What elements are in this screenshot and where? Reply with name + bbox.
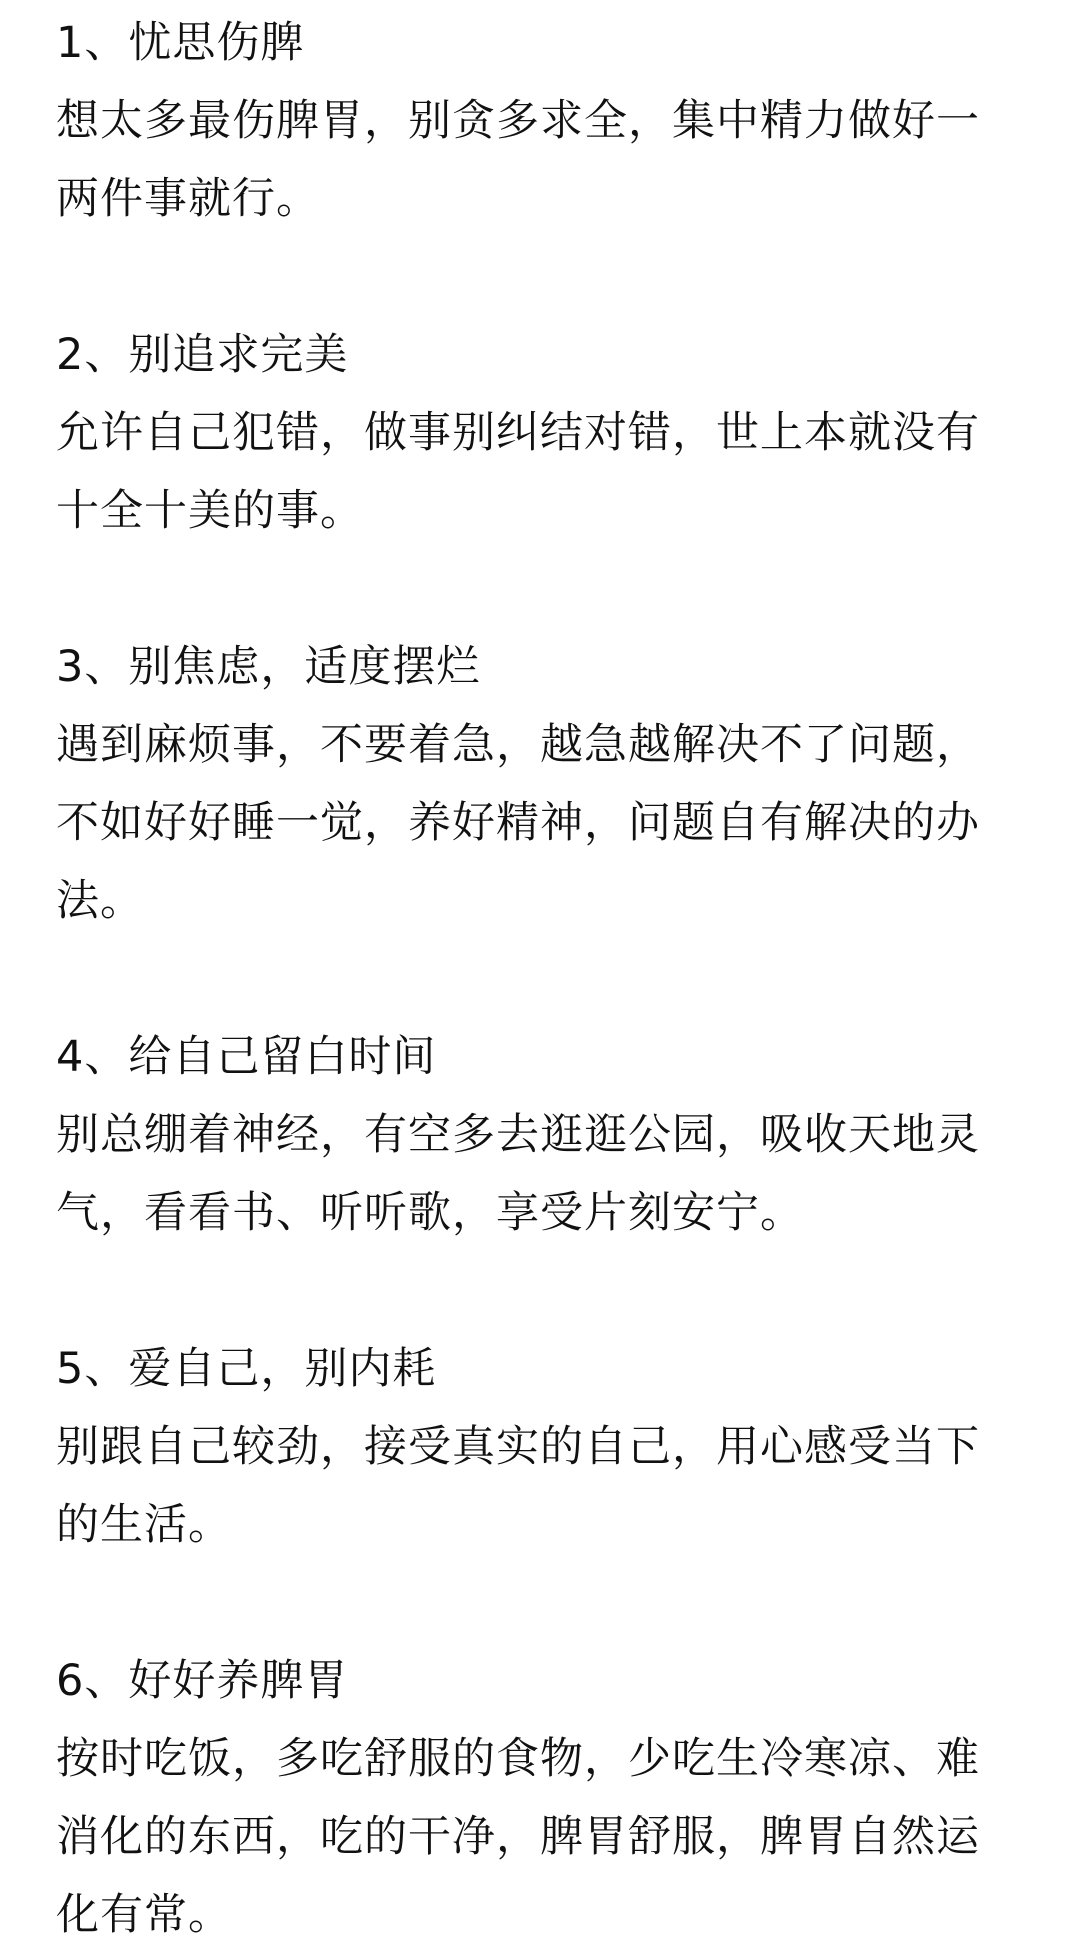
section-3 xyxy=(56,628,1036,940)
section-title: 4、给自己留白时间 xyxy=(56,1032,437,1082)
paragraph-gap xyxy=(56,550,1036,628)
section-text-line: 的生活。 xyxy=(56,1500,232,1550)
paragraph-gap xyxy=(56,1252,1036,1330)
section-title: 6、好好养脾胃 xyxy=(56,1656,349,1706)
section-4 xyxy=(56,1018,1036,1252)
paragraph-gap xyxy=(56,238,1036,316)
section-text-line: 十全十美的事。 xyxy=(56,486,364,536)
section-title: 3、别焦虑，适度摆烂 xyxy=(56,642,481,692)
section-text-line: 想太多最伤脾胃，别贪多求全，集中精力做好一 xyxy=(56,96,980,146)
section-text-line: 气，看看书、听听歌，享受片刻安宁。 xyxy=(56,1188,804,1238)
section-text-line: 别总绷着神经，有空多去逛逛公园，吸收天地灵 xyxy=(56,1110,980,1160)
section-text-line: 两件事就行。 xyxy=(56,174,320,224)
section-text-line: 消化的东西，吃的干净，脾胃舒服，脾胃自然运 xyxy=(56,1812,980,1862)
section-text-line: 法。 xyxy=(56,876,144,926)
section-text-line: 遇到麻烦事，不要着急，越急越解决不了问题， xyxy=(56,720,980,770)
paragraph-gap xyxy=(56,1564,1036,1642)
article-body xyxy=(56,0,1036,1940)
section-6 xyxy=(56,1642,1036,1954)
section-2 xyxy=(56,316,1036,550)
section-text-line: 化有常。 xyxy=(56,1890,232,1940)
section-1 xyxy=(56,4,1036,238)
paragraph-gap xyxy=(56,940,1036,1018)
section-5 xyxy=(56,1330,1036,1564)
section-title: 2、别追求完美 xyxy=(56,330,349,380)
section-text-line: 不如好好睡一觉，养好精神，问题自有解决的办 xyxy=(56,798,980,848)
section-text-line: 别跟自己较劲，接受真实的自己，用心感受当下 xyxy=(56,1422,980,1472)
section-title: 5、爱自己，别内耗 xyxy=(56,1344,437,1394)
section-title: 1、忧思伤脾 xyxy=(56,18,305,68)
section-text-line: 允许自己犯错，做事别纠结对错，世上本就没有 xyxy=(56,408,980,458)
section-text-line: 按时吃饭，多吃舒服的食物，少吃生冷寒凉、难 xyxy=(56,1734,980,1784)
